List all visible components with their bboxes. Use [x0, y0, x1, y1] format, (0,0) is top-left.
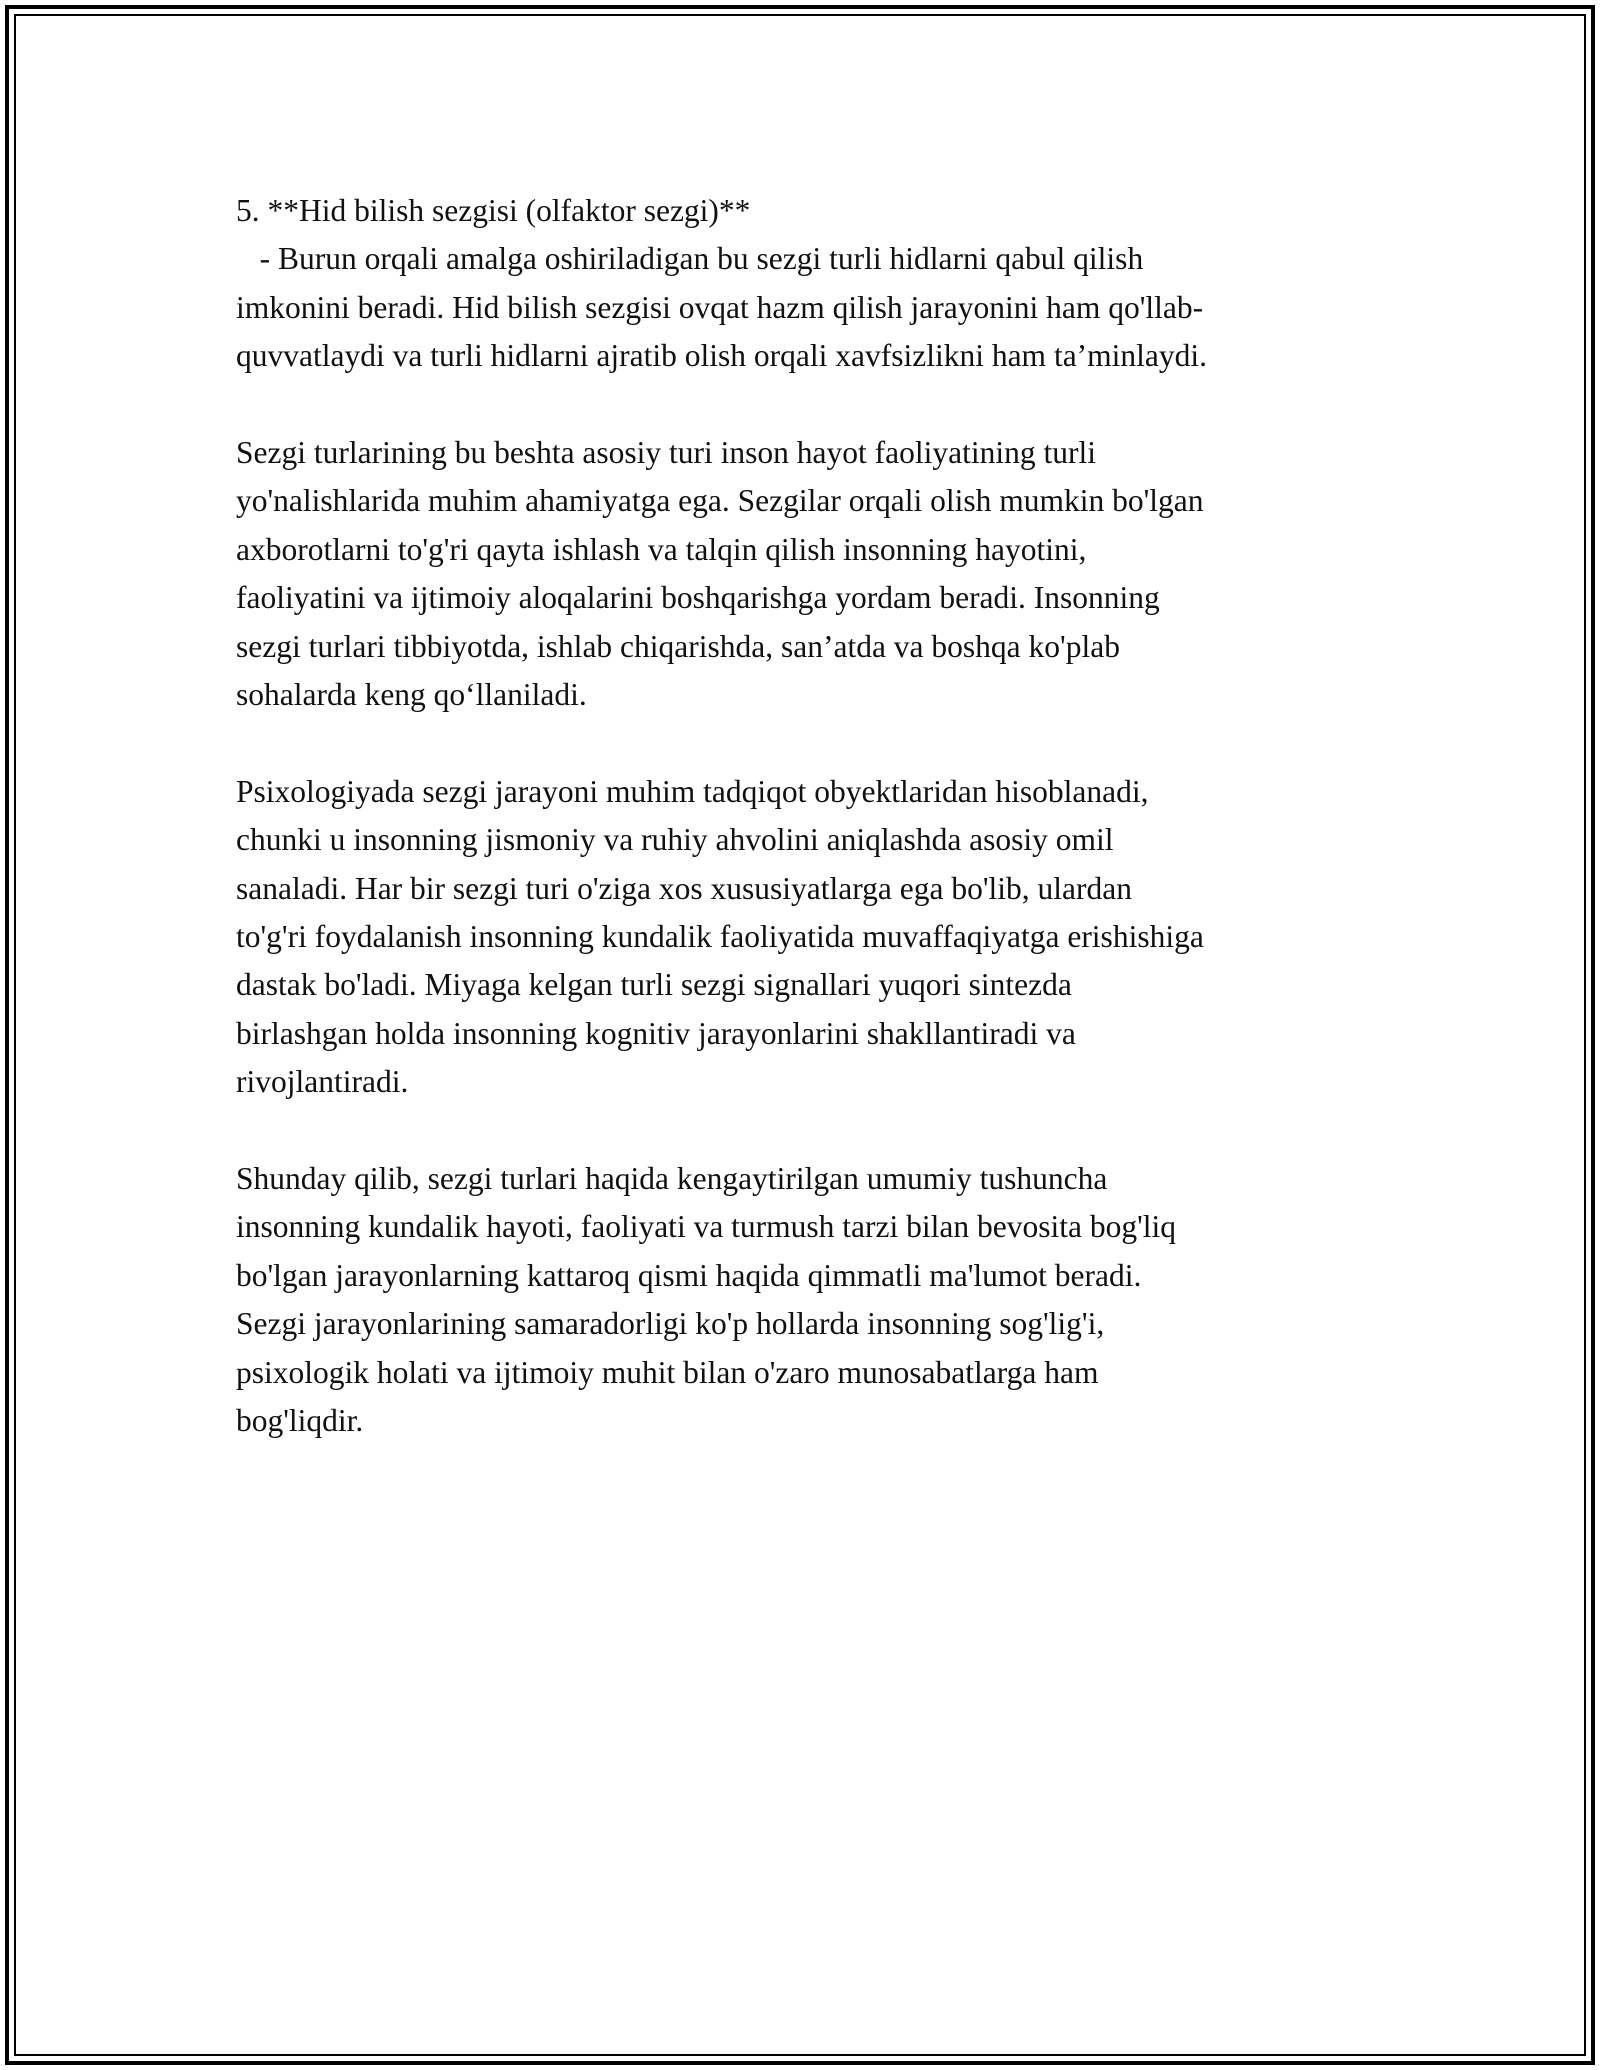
paragraph-spacer — [236, 1107, 1396, 1155]
paragraph-2-line: axborotlarni to'g'ri qayta ishlash va talqin qilish insonning hayotini, — [236, 531, 1087, 567]
paragraph-2-line: faoliyatini va ijtimoiy aloqalarini boshqarishga yordam beradi. Insonning — [236, 580, 1160, 616]
section-heading: 5. **Hid bilish sezgisi (olfaktor sezgi)** — [236, 193, 751, 228]
paragraph-3-line: chunki u insonning jismoniy va ruhiy ahvolini aniqlashda asosiy omil — [236, 822, 1114, 858]
paragraph-spacer — [236, 719, 1396, 767]
paragraph-3-line: Psixologiyada sezgi jarayoni muhim tadqiqot obyektlaridan hisoblanadi, — [236, 773, 1149, 809]
section-item-line: imkonini beradi. Hid bilish sezgisi ovqat hazm qilish jarayonini ham qo'llab- — [236, 289, 1204, 325]
paragraph-4-line: insonning kundalik hayoti, faoliyati va turmush tarzi bilan bevosita bog'liq — [236, 1209, 1177, 1245]
document-body — [236, 187, 1396, 1446]
section-item-line: quvvatlaydi va turli hidlarni ajratib olish orqali xavfsizlikni ham ta’minlaydi. — [236, 338, 1208, 374]
paragraph-2-line: sezgi turlari tibbiyotda, ishlab chiqarishda, san’atda va boshqa ko'plab — [236, 628, 1120, 664]
paragraph-spacer — [236, 381, 1396, 429]
paragraph-4-line: bo'lgan jarayonlarning kattaroq qismi haqida qimmatli ma'lumot beradi. — [236, 1257, 1142, 1293]
paragraph-4-line: psixologik holati va ijtimoiy muhit bilan o'zaro munosabatlarga ham — [236, 1354, 1099, 1390]
paragraph-4-line: Shunday qilib, sezgi turlari haqida kengaytirilgan umumiy tushuncha — [236, 1161, 1108, 1197]
paragraph-3-line: birlashgan holda insonning kognitiv jarayonlarini shakllantiradi va — [236, 1015, 1076, 1051]
paragraph-4-line: Sezgi jarayonlarining samaradorligi ko'p hollarda insonning sog'lig'i, — [236, 1306, 1105, 1342]
paragraph-3-line: to'g'ri foydalanish insonning kundalik faoliyatida muvaffaqiyatga erishishiga — [236, 919, 1204, 955]
paragraph-3-line: sanaladi. Har bir sezgi turi o'ziga xos xususiyatlarga ega bo'lib, ulardan — [236, 870, 1133, 906]
paragraph-3-line: dastak bo'ladi. Miyaga kelgan turli sezgi signallari yuqori sintezda — [236, 967, 1072, 1003]
section-item-line: - Burun orqali amalga oshiriladigan bu sezgi turli hidlarni qabul qilish — [236, 241, 1144, 277]
paragraph-2-line: yo'nalishlarida muhim ahamiyatga ega. Sezgilar orqali olish mumkin bo'lgan — [236, 483, 1204, 519]
paragraph-4-line: bog'liqdir. — [236, 1403, 364, 1439]
paragraph-2-line: Sezgi turlarining bu beshta asosiy turi inson hayot faoliyatining turli — [236, 435, 1096, 471]
paragraph-3-line: rivojlantiradi. — [236, 1064, 409, 1100]
paragraph-2-line: sohalarda keng qo‘llaniladi. — [236, 677, 587, 713]
